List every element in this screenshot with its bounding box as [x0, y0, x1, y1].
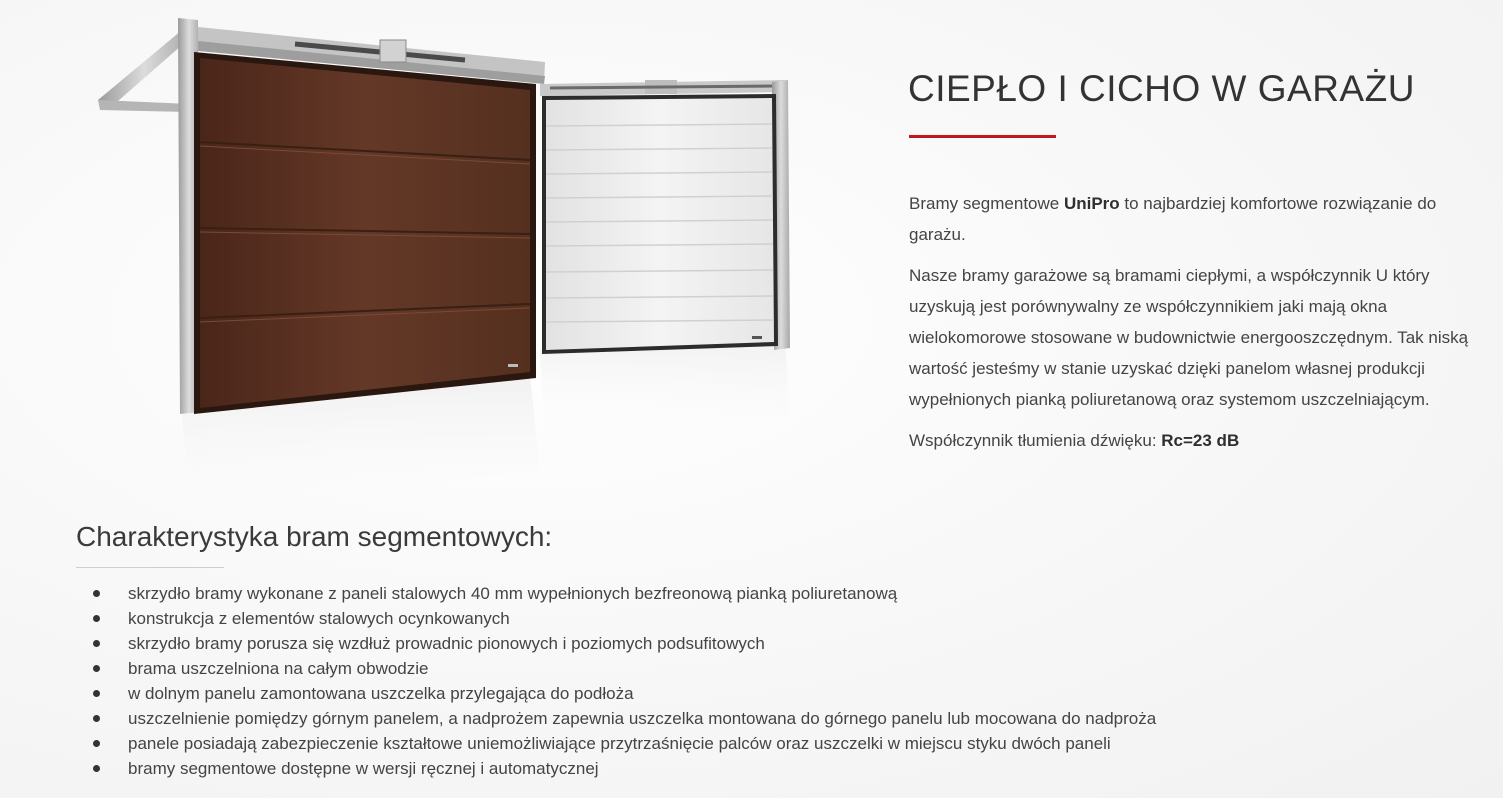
bullet-icon: [93, 590, 100, 597]
list-item: [76, 756, 1376, 781]
list-item: [76, 631, 1376, 656]
list-item: [76, 681, 1376, 706]
bullet-icon: [93, 740, 100, 747]
features-divider: [76, 567, 224, 568]
list-item-text: skrzydło bramy wykonane z paneli stalowych 40 mm wypełnionych bezfreonową pianką poliuretanową: [128, 584, 898, 603]
wood-garage-door: [98, 18, 545, 414]
sound-damping-value: Rc=23 dB: [1161, 431, 1240, 450]
title-accent-line: [909, 135, 1056, 138]
list-item-text: skrzydło bramy porusza się wzdłuż prowadnic pionowych i poziomych podsufitowych: [128, 634, 765, 653]
bullet-icon: [93, 690, 100, 697]
list-item-text: brama uszczelniona na całym obwodzie: [128, 659, 429, 678]
intro-p1-after: to najbardziej komfortowe rozwiązanie do garażu.: [909, 194, 1437, 244]
sound-damping-label: Współczynnik tłumienia dźwięku:: [909, 431, 1162, 450]
intro-text: [909, 188, 1469, 466]
list-item: [76, 706, 1376, 731]
garage-doors-image: [70, 0, 870, 520]
list-item: [76, 731, 1376, 756]
list-item-text: bramy segmentowe dostępne w wersji ręcznej i automatycznej: [128, 759, 599, 778]
list-item: [76, 606, 1376, 631]
list-item-text: konstrukcja z elementów stalowych ocynkowanych: [128, 609, 510, 628]
brand-name: UniPro: [1063, 194, 1120, 213]
bullet-icon: [93, 715, 100, 722]
page-title: CIEPŁO I CICHO W GARAŻU: [908, 68, 1415, 109]
bullet-icon: [93, 615, 100, 622]
bullet-icon: [93, 640, 100, 647]
list-item: [76, 581, 1376, 606]
intro-paragraph-2: Nasze bramy garażowe są bramami ciepłymi, a współczynnik U który uzyskują jest porównywalny ze współczynnikiem jaki mają okna wielokomorowe stosowane w budownictwie energooszczędnym. Tak niską wartość jesteśmy w stanie uzyskać dzięki panelom własnej produkcji wypełnionych pianką poliuretanową oraz systemom uszczelniającym.: [909, 266, 1469, 409]
bullet-icon: [93, 665, 100, 672]
bullet-icon: [93, 765, 100, 772]
features-title: Charakterystyka bram segmentowych:: [76, 521, 553, 552]
list-item-text: uszczelnienie pomiędzy górnym panelem, a nadprożem zapewnia uszczelka montowana do górnego panelu lub mocowana do nadproża: [128, 709, 1157, 728]
features-list: [76, 581, 1376, 781]
white-garage-door: [540, 80, 790, 354]
list-item-text: panele posiadają zabezpieczenie kształtowe uniemożliwiające przytrzaśnięcie palców oraz uszczelki w miejscu styku dwóch paneli: [128, 734, 1111, 753]
list-item-text: w dolnym panelu zamontowana uszczelka przylegająca do podłoża: [128, 684, 634, 703]
intro-paragraph-1: [909, 188, 1469, 250]
sound-damping-line: [909, 425, 1469, 456]
list-item: [76, 656, 1376, 681]
intro-p1-before: Bramy segmentowe: [909, 194, 1064, 213]
